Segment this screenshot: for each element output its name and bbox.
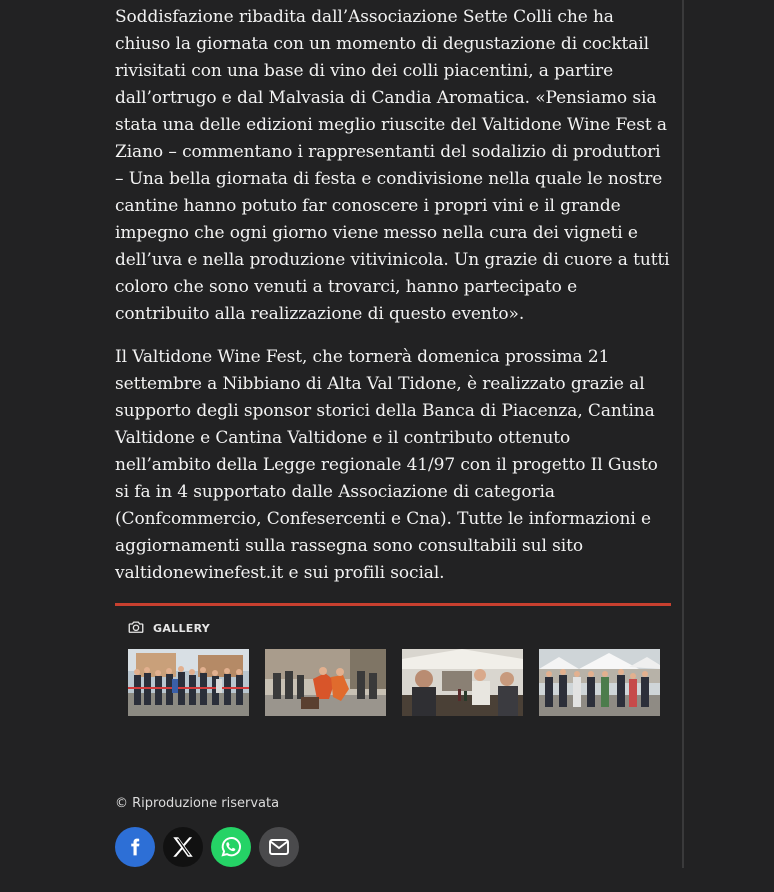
- gallery-thumb-street-performers[interactable]: [265, 649, 386, 716]
- email-share-button[interactable]: [259, 827, 299, 867]
- article-paragraph: Soddisfazione ribadita dall’Associazione Sette Colli che ha chiuso la giornata con un momento di degustazione di cocktail rivisitati con una base di vino dei colli piacentini, a partire dall’ortrugo e dal Malvasia di Candia Aromatica. «Pensiamo sia stata una delle edizioni meglio riuscite del Valtidone Wine Fest a Ziano – commentano i rappresentanti del sodalizio di produttori – Una bella giornata di festa e condivisione nella quale le nostre cantine hanno potuto far conoscere i propri vini e il grande impegno che ogni giorno viene messo nella cura dei vigneti e dell’uva e nella produzione vitivinicola. Un grazie di cuore a tutti coloro che sono venuti a trovarci, hanno partecipato e contribuito alla realizzazione di questo evento».: [115, 7, 670, 324]
- mail-icon: [267, 835, 291, 859]
- whatsapp-icon: [218, 834, 244, 860]
- gallery-header: [127, 618, 210, 638]
- gallery-label: GALLERY: [153, 621, 211, 635]
- share-buttons: [115, 827, 299, 867]
- article-paragraph: Il Valtidone Wine Fest, che tornerà domenica prossima 21 settembre a Nibbiano di Alta Val Tidone, è realizzato grazie al supporto degli sponsor storici della Banca di Piacenza, Cantina Valtidone e Cantina Valtidone e il contributo ottenuto nell’ambito della Legge regionale 41/97 con il progetto Il Gusto si fa in 4 supportato dalle Associazione di categoria (Confcommercio, Confesercenti e Cna). Tutte le informazioni e aggiornamenti sulla rassegna sono consultabili sul sito valtidonewinefest.it e sui profili social.: [115, 347, 658, 583]
- sidebar-divider: [682, 0, 684, 868]
- gallery: [115, 603, 671, 731]
- x-icon: [170, 834, 196, 860]
- whatsapp-share-button[interactable]: [211, 827, 251, 867]
- gallery-thumb-ribbon-cutting[interactable]: [128, 649, 249, 716]
- camera-icon: [127, 618, 145, 639]
- facebook-share-button[interactable]: [115, 827, 155, 867]
- copyright-notice: © Riproduzione riservata: [115, 796, 280, 811]
- facebook-icon: [125, 837, 145, 857]
- gallery-thumb-officials-tents[interactable]: [539, 649, 660, 716]
- gallery-thumb-tasting-stand[interactable]: [402, 649, 523, 716]
- x-share-button[interactable]: [163, 827, 203, 867]
- article-body: [115, 0, 671, 587]
